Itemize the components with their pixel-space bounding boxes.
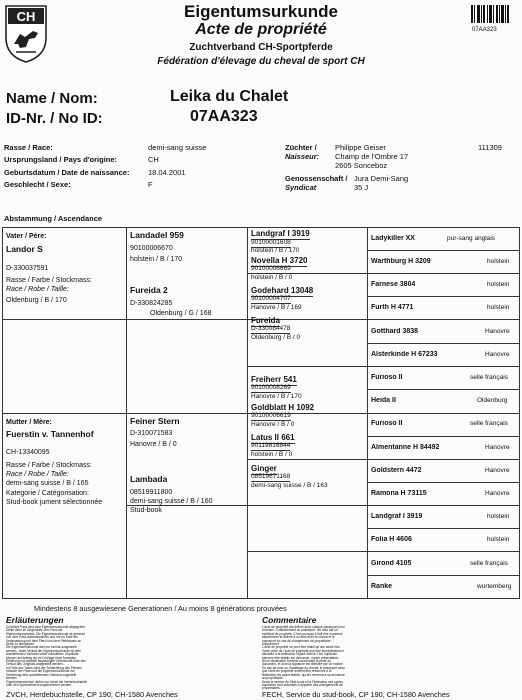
breed-value: demi-sang suisse xyxy=(148,143,207,152)
notes-fr-heading: Commentaire xyxy=(262,615,317,625)
g3-6-id: 90119816844 xyxy=(251,442,291,449)
breeder-street: Champ de l'Ombre 17 xyxy=(335,152,409,161)
g2-0-id: 90100006670 xyxy=(130,245,173,252)
g3-3-detail: Oldenburg / B / 0 xyxy=(251,334,301,341)
notes-fr-line: certificat de propriété. C'est pourquoi il doit être conservé xyxy=(262,631,343,636)
association-fr: Fédération d'élevage du cheval de sport CH xyxy=(157,56,365,67)
g3-4-name: Freiherr 541 xyxy=(251,375,297,384)
svg-text:CH: CH xyxy=(16,9,36,24)
id-label: ID-Nr. / No ID: xyxy=(6,110,103,127)
notes-de-line: ausstellenden Verband sofort mitzuteilen. Duplikate xyxy=(6,652,79,657)
notes-fr-line: uniquement. xyxy=(262,642,280,647)
notes-de-line: oder den Sportverband vorgenommen werden. xyxy=(6,682,73,687)
corner-id: 07AA323 xyxy=(472,27,497,33)
name-label: Name / Nom: xyxy=(6,90,98,107)
horse-name: Leika du Chalet xyxy=(170,88,289,105)
g4-10-name: Goldstern 4472 xyxy=(371,467,422,474)
g4-9-breed: Hanovre xyxy=(485,444,510,451)
g3-4-id: 90100008269 xyxy=(251,384,291,391)
notes-de-line: Eigentümerwechsel dürfen nur durch die Herdebuchstelle xyxy=(6,679,88,684)
association-de: Zuchtverband CH-Sportpferde xyxy=(189,42,333,53)
g3-1-id: 90100006669 xyxy=(251,265,291,272)
g4-10-breed: Hanovre xyxy=(485,467,510,474)
syndicate-label-de: Genossenschaft / xyxy=(285,174,348,183)
g3-3-id: D-330084478 xyxy=(251,325,291,332)
notes-de-line: Streichung dem ausstellenden Verband zugestellt xyxy=(6,672,76,677)
origin-value: CH xyxy=(148,155,159,164)
g4-7-name: Heida II xyxy=(371,397,396,404)
g4-12-name: Landgraf I 3919 xyxy=(371,513,423,520)
notes-fr-line: au propriétaire. xyxy=(262,676,284,681)
g3-7-detail: demi-sang suisse / B / 163 xyxy=(251,482,328,489)
g4-9-name: Almentanne H 84492 xyxy=(371,444,440,451)
notes-fr-line: Toute perte de l'acte de propriété doit être immédiatement xyxy=(262,648,344,653)
g4-13-name: Folia H 4606 xyxy=(371,536,412,543)
g4-6-breed: selle français xyxy=(470,374,508,381)
g4-1-name: Warthburg H 3209 xyxy=(371,258,431,265)
generations-footnote: Mindestens 8 ausgewiesene Generationen / Au moins 8 générations prouvées xyxy=(34,604,287,613)
notes-de-line: Diese dient im Gegensatz zum Pass als xyxy=(6,628,63,633)
notes-fr-line: passeport en cas de changement de propriétaire xyxy=(262,638,331,643)
notes-fr-line: séparément et délivré à un tiers avec le cheval et le xyxy=(262,635,335,640)
g2-3-extra: Stud-book xyxy=(130,507,162,514)
notes-fr-line: Seuls le service du Stud-book et la Fédération des sports xyxy=(262,679,343,684)
notes-fr-line: chevaux. Contrairement au passeport, cet acte est un xyxy=(262,628,338,633)
pedigree-table xyxy=(2,227,520,601)
g4-8-name: Furioso II xyxy=(371,420,403,427)
notes-fr-line: L'acte de propriété est délivré avec chaque passeport pour xyxy=(262,625,345,629)
notes-de-body xyxy=(6,626,256,687)
g3-1-detail: holstein / B / 0 xyxy=(251,274,293,281)
breeder-number: 111309 xyxy=(478,143,502,152)
notes-fr-line: équestres sont autorisés à apporter des changements de xyxy=(262,682,343,687)
notes-fr-line: fédération les ayant établis, qui les renverra à sa demande xyxy=(262,672,345,677)
g3-6-detail: holstein / B / 0 xyxy=(251,451,293,458)
g3-0-id: 90100001608 xyxy=(251,239,291,246)
g3-0-name: Landgraf I 3919 xyxy=(251,229,310,238)
sex-label: Geschlecht / Sexe: xyxy=(4,180,71,189)
notes-fr-line: propriétaires. xyxy=(262,686,281,691)
notes-fr-line: déclarée à la fédération l'ayant délivré. Des duplicata xyxy=(262,652,337,657)
g4-3-name: Furth H 4771 xyxy=(371,304,414,311)
dam-detail: demi-sang suisse / B / 165 xyxy=(6,480,89,487)
g4-5-breed: Hanovre xyxy=(485,351,510,358)
dam-category-label: Kategorie / Catégorisation: xyxy=(6,490,89,497)
g4-8-breed: selle français xyxy=(470,420,508,427)
notes-de-line: Im Falle des Todes oder der Schlachtung des Pferdes xyxy=(6,665,82,670)
g4-0-name: Ladykiller XX xyxy=(371,235,415,242)
notes-fr-line: peuvent être établis sur demande, contre présentation xyxy=(262,655,339,660)
g2-0-name: Landadel 959 xyxy=(130,230,184,240)
notes-fr-line: que l'acte de propriété doivent être retournés à la xyxy=(262,669,332,674)
g4-15-name: Ranke xyxy=(371,583,393,590)
notes-de-line: Erklärung mit notariell beglaubigter Unterschrift über den xyxy=(6,659,86,664)
g2-1-id: D-330824285 xyxy=(130,300,173,307)
notes-de-line: müssen der Pass und die Eigentumsurkunde zur xyxy=(6,669,75,674)
notes-de-line: werden. Jeder Verlust der Eigentumsurkunde ist dem xyxy=(6,648,81,653)
g2-2-name: Feiner Stern xyxy=(130,416,180,426)
dam-category: Stud-book jument sélectionnée xyxy=(6,499,103,506)
g3-0-detail: holstein / B / 170 xyxy=(251,247,300,254)
origin-label: Ursprungsland / Pays d'origine: xyxy=(4,155,118,164)
g3-4-detail: Hanovre / B / 170 xyxy=(251,393,302,400)
notes-de-line: von dem Pass aufzubewahren und nur im Falle der xyxy=(6,635,79,640)
title-de: Eigentumsurkunde xyxy=(184,2,338,21)
notes-de-line: Zu jedem Pass wird eine Eigentumsurkunde abgegeben. xyxy=(6,625,87,629)
notes-de-footer: ZVCH, Herdebuchstelle, CP 190, CH-1580 Avenches xyxy=(6,690,178,699)
dam-name: Fuerstin v. Tannenhof xyxy=(6,429,94,439)
g2-1-name: Fureida 2 xyxy=(130,285,168,295)
g3-7-name: Ginger xyxy=(251,464,277,473)
notes-de-line: können auf Antrag nur bei Vorlage einer formellen xyxy=(6,655,77,660)
g3-1-name: Novella H 3720 xyxy=(251,256,308,265)
g3-5-detail: Hanovre / B / 0 xyxy=(251,421,295,428)
sire-id: D-330037591 xyxy=(6,265,49,272)
sire-detail-label-de: Rasse / Farbe / Stockmass: xyxy=(6,277,92,284)
notes-fr-line: document, et dont la signature est attestée par un notaire. xyxy=(262,662,344,667)
g4-5-name: Alsterkinde H 67233 xyxy=(371,351,438,358)
g4-1-breed: holstein xyxy=(487,258,510,265)
notes-fr-body xyxy=(262,626,520,691)
g3-2-id: 90100004707 xyxy=(251,295,291,302)
g4-15-breed: wurtemberg xyxy=(477,583,512,590)
notes-de-line: Veräusserung mit dem Pferd und dem Pferdepass an xyxy=(6,638,82,643)
dam-detail-label-fr: Race / Robe / Taille: xyxy=(6,471,69,478)
birthdate-value: 18.04.2001 xyxy=(148,168,186,177)
breeder-name: Philippe Geiser xyxy=(335,143,386,152)
g2-0-detail: holstein / B / 170 xyxy=(130,256,183,263)
barcode-icon xyxy=(470,4,510,24)
g4-0-breed: pur-sang anglais xyxy=(447,235,496,242)
sire-role: Vater / Père: xyxy=(6,233,47,240)
syndicate-name: Jura Demi-Sang xyxy=(354,174,409,183)
sex-value: F xyxy=(148,180,153,189)
breeder-label-fr: Naisseur: xyxy=(285,152,320,161)
g4-2-breed: holstein xyxy=(487,281,510,288)
notes-fr-line: En cas de mort ou d'abattage du cheval, le passeport ainsi xyxy=(262,665,345,670)
g3-6-name: Latus II 661 xyxy=(251,433,295,442)
g4-14-name: Girond 4105 xyxy=(371,560,412,567)
notes-de-line: Eigentumsnachweis. Die Eigentumsurkunde ist getrennt xyxy=(6,631,86,636)
g3-7-id: 08519671168 xyxy=(251,473,291,480)
notes-de-heading: Erläuterungen xyxy=(6,615,64,625)
g2-3-name: Lambada xyxy=(130,474,168,484)
g2-2-detail: Hanovre / B / 0 xyxy=(130,441,177,448)
g4-6-name: Furioso II xyxy=(371,374,403,381)
g2-3-id: 08519911800 xyxy=(130,489,173,496)
dam-id: CH-13340095 xyxy=(6,449,50,456)
sire-detail: Oldenburg / B / 170 xyxy=(6,297,67,304)
g4-11-breed: Hanovre xyxy=(485,490,510,497)
g4-2-name: Farnese 3804 xyxy=(371,281,416,288)
g2-2-id: D-310071583 xyxy=(130,430,173,437)
notes-de-line: werden. xyxy=(6,676,18,681)
g3-5-id: 90100006619 xyxy=(251,412,291,419)
g4-13-breed: holstein xyxy=(487,536,510,543)
syndicate-label-fr: Syndicat xyxy=(285,183,317,192)
birthdate-label: Geburtsdatum / Date de naissance: xyxy=(4,168,130,177)
breed-label: Rasse / Race: xyxy=(4,143,53,152)
breeder-label-de: Züchter / xyxy=(285,143,317,152)
notes-de-line: Verlust des Originals ausgestellt werden. xyxy=(6,662,64,667)
notes-fr-line: L'acte de propriété ne peut être établi qu'une seule fois. xyxy=(262,645,341,650)
notes-de-line: Die Eigentumsurkunde darf nur einmal ausgestellt xyxy=(6,645,77,650)
horse-id: 07AA323 xyxy=(190,108,258,125)
notes-fr-footer: FECH, Service du stud-book, CP 190, CH-1580 Avenches xyxy=(262,690,450,699)
g4-14-breed: selle français xyxy=(470,560,508,567)
notes-de-line: Dritte zu übergeben. xyxy=(6,642,35,647)
g4-4-name: Gotthard 3838 xyxy=(371,328,419,335)
pedigree-heading: Abstammung / Ascendance xyxy=(4,214,103,223)
g4-11-name: Ramona H 73115 xyxy=(371,490,427,497)
g3-2-detail: Hanovre / B / 169 xyxy=(251,304,302,311)
g4-7-breed: Oldenburg xyxy=(477,397,508,404)
g3-2-name: Godehard 13048 xyxy=(251,286,314,295)
g3-3-name: Fureida xyxy=(251,316,280,325)
sire-name: Landor S xyxy=(6,244,43,254)
notes-fr-line: d'une déclaration formelle concernant la perte du xyxy=(262,659,332,664)
dam-role: Mutter / Mère: xyxy=(6,419,52,426)
g2-1-detail: Oldenburg / G / 168 xyxy=(150,310,212,317)
g4-12-breed: holstein xyxy=(487,513,510,520)
syndicate-number: 35 J xyxy=(354,183,369,192)
dam-detail-label-de: Rasse / Farbe / Stockmass: xyxy=(6,462,92,469)
g4-4-breed: Hanovre xyxy=(485,328,510,335)
g2-3-detail: demi-sang suisse / B / 160 xyxy=(130,498,213,505)
title-fr: Acte de propriété xyxy=(195,21,327,38)
g3-5-name: Goldblatt H 1092 xyxy=(251,403,315,412)
breeder-city: 2605 Sonceboz xyxy=(335,161,388,170)
sire-detail-label-fr: Race / Robe / Taille: xyxy=(6,286,69,293)
g4-3-breed: holstein xyxy=(487,304,510,311)
